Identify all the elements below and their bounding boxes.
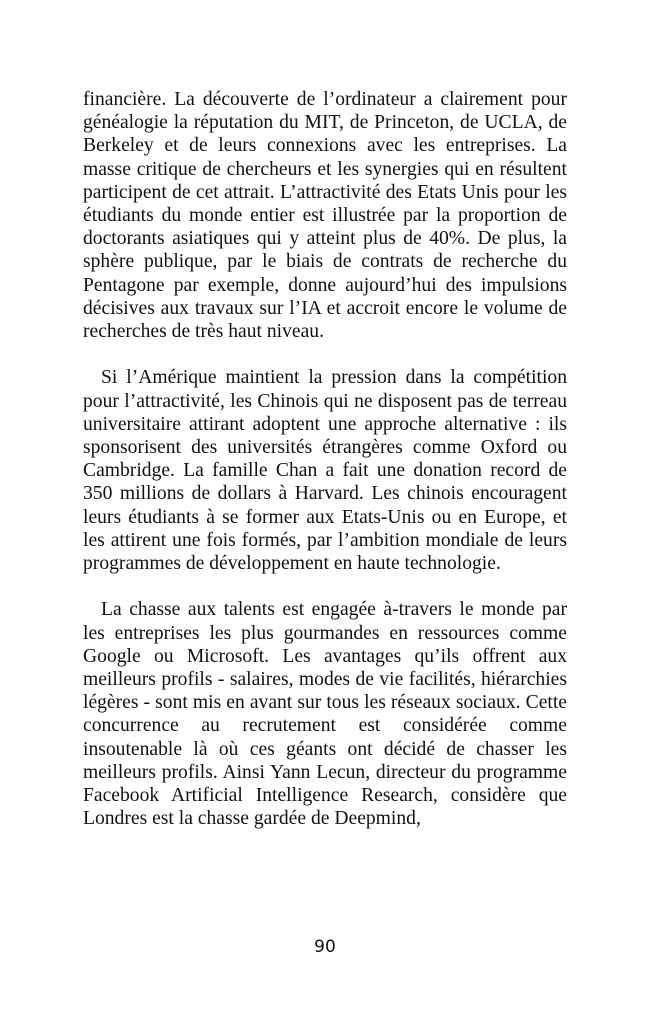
- paragraph-china-strategy: Si l’Amérique maintient la pression dans la compétition pour l’attractivité, les Chinois qui ne disposent pas de terreau universitaire attirant adoptent une approche alternative : ils sponsorisent des universités étrangères comme Oxford ou Cambridge. La famille Chan a fait une donation record de 350 millions de dollars à Harvard. Les chinois encouragent leurs étudiants à se former aux Etats-Unis ou en Europe, et les attirent une fois formés, par l’ambition mondiale de leurs programmes de développement en haute technologie.: [83, 367, 567, 575]
- page-number: 90: [314, 937, 336, 957]
- body-text: [83, 88, 567, 830]
- paragraph-talent-hunt: La chasse aux talents est engagée à-travers le monde par les entreprises les plus gourmandes en ressources comme Google ou Microsoft. Les avantages qu’ils offrent aux meilleurs profils - salaires, modes de vie facilités, hiérarchies légères - sont mis en avant sur tous les réseaux sociaux. Cette concurrence au recrutement est considérée comme insoutenable là où ces géants ont décidé de chasser les meilleurs profils. Ainsi Yann Lecun, directeur du programme Facebook Artificial Intelligence Research, considère que Londres est la chasse gardée de Deepmind,: [83, 599, 567, 830]
- paragraph-continued: financière. La découverte de l’ordinateur a clairement pour généalogie la réputation du MIT, de Princeton, de UCLA, de Berkeley et de leurs connexions avec les entreprises. La masse critique de chercheurs et les synergies qui en résultent participent de cet attrait. L’attractivité des Etats Unis pour les étudiants du monde entier est illustrée par la proportion de doctorants asiatiques qui y atteint plus de 40%. De plus, la sphère publique, par le biais de contrats de recherche du Pentagone par exemple, donne aujourd’hui des impulsions décisives aux travaux sur l’IA et accroit encore le volume de recherches de très haut niveau.: [83, 89, 567, 343]
